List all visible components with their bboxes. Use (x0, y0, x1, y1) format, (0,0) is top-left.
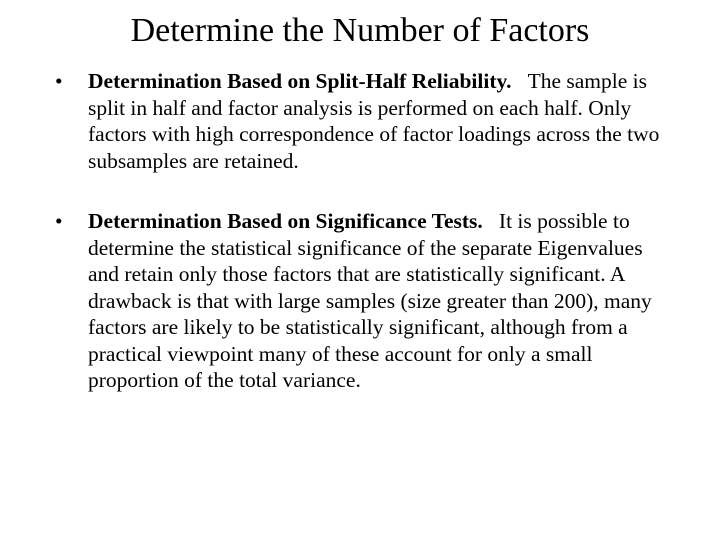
bullet-body: It is possible to determine the statistical significance of the separate Eigenvalues and retain only those factors that are statistically significant. A drawback is that with large samples (size greater than 200), many factors are likely to be statistically significant, although from a practical viewpoint many of these account for only a small proportion of the total variance. (88, 209, 652, 392)
bullet-heading: Determination Based on Significance Tests. (88, 209, 483, 233)
bullet-icon: • (55, 69, 63, 93)
bullet-icon: • (55, 209, 63, 233)
bullet-body: The sample is split in half and factor analysis is performed on each half. Only factors with high correspondence of factor loadings across the two subsamples are retained. (88, 69, 660, 173)
bullet-split-half (55, 68, 665, 174)
bullet-list (55, 68, 665, 394)
bullet-heading: Determination Based on Split-Half Reliability. (88, 69, 512, 93)
bullet-significance-tests (55, 208, 665, 394)
slide-title: Determine the Number of Factors (130, 12, 590, 49)
